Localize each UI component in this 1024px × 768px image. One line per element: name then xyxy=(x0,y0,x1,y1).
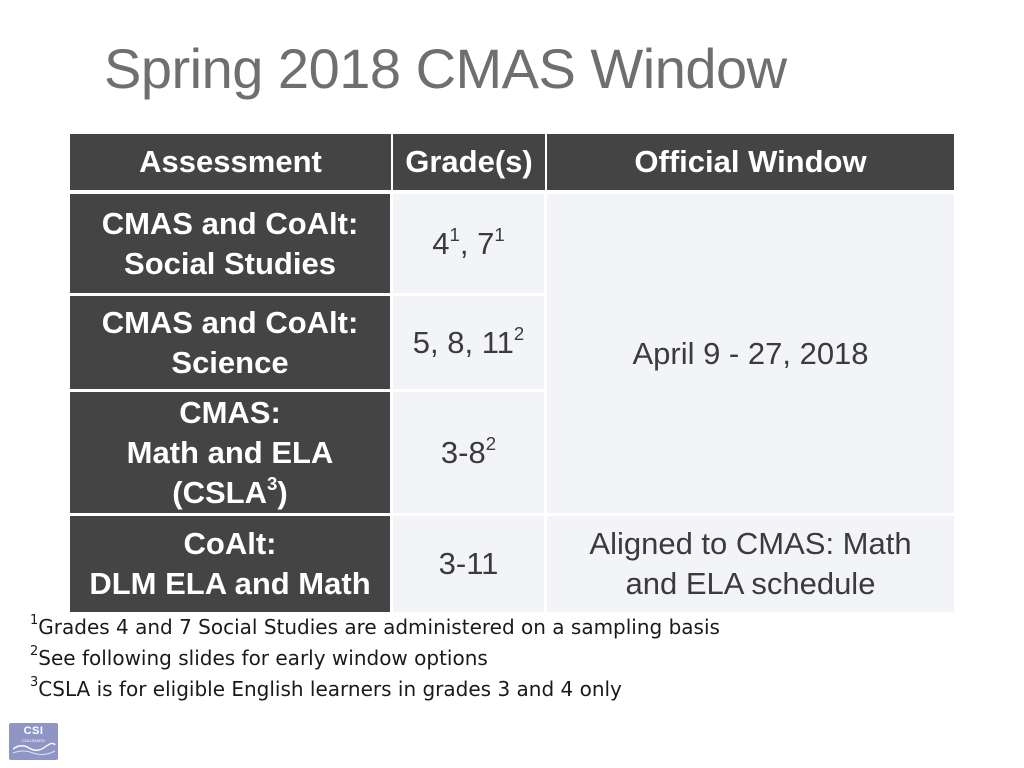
csi-logo xyxy=(9,723,58,760)
footnote-1 xyxy=(30,612,720,643)
footnote-text: Grades 4 and 7 Social Studies are administered on a sampling basis xyxy=(38,615,720,639)
assessment-coalt-dlm xyxy=(70,516,393,612)
footnote-marker: 2 xyxy=(513,323,525,345)
assessment-line: CMAS and CoAlt: xyxy=(101,304,359,340)
header-grades: Grade(s) xyxy=(393,134,547,194)
slide-title: Spring 2018 CMAS Window xyxy=(104,37,787,100)
header-official-window: Official Window xyxy=(547,134,954,194)
logo-name: CSI xyxy=(23,725,44,737)
grades-social-studies xyxy=(393,194,547,296)
grade-value: 3-8 xyxy=(440,434,486,470)
assessment-line: CoAlt: xyxy=(183,526,277,561)
assessment-science xyxy=(70,296,393,392)
grade-value: 4 xyxy=(432,225,450,261)
grades-science xyxy=(393,296,547,392)
footnote-text: See following slides for early window options xyxy=(38,646,488,670)
cmas-window-table xyxy=(70,134,954,612)
assessment-line: Social Studies xyxy=(124,245,336,281)
assessment-line: Math and ELA xyxy=(126,434,334,470)
grade-value: 3-11 xyxy=(438,546,499,581)
header-assessment: Assessment xyxy=(70,134,393,194)
assessment-line: CMAS: xyxy=(179,394,281,430)
official-window-main: April 9 - 27, 2018 xyxy=(547,194,954,516)
grade-separator: , xyxy=(459,225,478,261)
footnote-2 xyxy=(30,643,720,674)
footnote-marker: 3 xyxy=(30,675,39,691)
footnote-marker: 1 xyxy=(30,613,39,629)
assessment-line: (CSLA$^3$) xyxy=(172,473,288,510)
footnote-marker: 2 xyxy=(30,644,39,660)
assessment-line: DLM ELA and Math xyxy=(89,566,371,601)
logo-subtitle: COLORADO xyxy=(22,738,45,743)
grades-math-ela xyxy=(393,392,547,516)
footnote-marker: 2 xyxy=(485,433,497,455)
grade-value: 7 xyxy=(477,225,495,261)
assessment-line: CMAS and CoAlt: xyxy=(101,205,359,241)
assessment-line: Science xyxy=(171,344,289,380)
footnote-marker: 1 xyxy=(449,224,460,246)
footnote-3 xyxy=(30,674,720,705)
footnote-text: CSLA is for eligible English learners in grades 3 and 4 only xyxy=(38,677,622,701)
assessment-math-ela xyxy=(70,392,393,516)
grades-coalt-dlm xyxy=(393,516,547,612)
assessment-social-studies xyxy=(70,194,393,296)
footnotes xyxy=(30,612,720,705)
official-window-coalt xyxy=(547,516,954,612)
footnote-marker: 1 xyxy=(494,224,505,246)
window-line: Aligned to CMAS: Math xyxy=(589,526,912,561)
window-line: and ELA schedule xyxy=(625,566,876,601)
grade-value: 5, 8, 11 xyxy=(412,324,514,360)
footnote-marker: 3 xyxy=(267,473,278,495)
